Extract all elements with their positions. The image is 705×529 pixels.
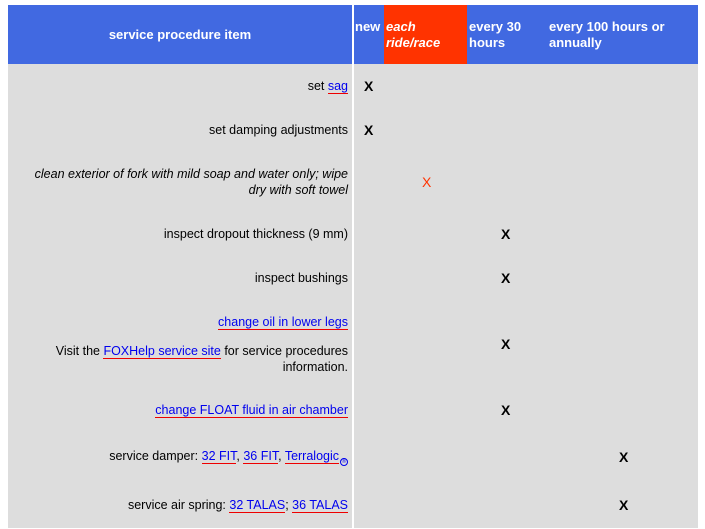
mark-every-30: X xyxy=(467,388,549,432)
mark-new xyxy=(352,256,384,300)
header-every-30-hours: every 30 hours xyxy=(467,5,549,64)
table-row xyxy=(8,256,698,300)
mark-every-100 xyxy=(549,388,698,432)
procedure-cell: change oil in lower legs Visit the FOXHelp service site for service procedures information. xyxy=(8,300,352,388)
36-talas-link[interactable]: 36 TALAS xyxy=(292,498,348,512)
terralogic-link[interactable]: Terralogic xyxy=(284,449,339,463)
procedure-text: set xyxy=(307,79,328,93)
service-schedule-table xyxy=(8,5,698,528)
procedure-cell: service air spring: 32 TALAS; 36 TALAS xyxy=(8,482,352,528)
mark-new: X xyxy=(352,108,384,152)
mark-every-30 xyxy=(467,108,549,152)
mark-each-ride xyxy=(384,388,467,432)
table-row xyxy=(8,388,698,432)
procedure-cell: service damper: 32 FIT, 36 FIT, Terralogic ® xyxy=(8,432,352,482)
mark-every-30: X xyxy=(467,212,549,256)
mark-each-ride xyxy=(384,482,467,528)
32-talas-link[interactable]: 32 TALAS xyxy=(229,498,286,512)
header-every-100-hours: every 100 hours or annually xyxy=(549,5,698,64)
mark-each-ride xyxy=(384,256,467,300)
mark-new xyxy=(352,212,384,256)
table-row xyxy=(8,108,698,152)
procedure-cell: clean exterior of fork with mild soap and water only; wipe dry with soft towel xyxy=(8,152,352,212)
table-row xyxy=(8,482,698,528)
mark-every-100: X xyxy=(549,482,698,528)
mark-each-ride xyxy=(384,108,467,152)
procedure-cell: inspect dropout thickness (9 mm) xyxy=(8,212,352,256)
mark-every-30: X xyxy=(467,300,549,388)
mark-every-100 xyxy=(549,212,698,256)
table-row xyxy=(8,64,698,108)
header-new: new xyxy=(352,5,384,64)
mark-each-ride xyxy=(384,432,467,482)
procedure-cell: set damping adjustments xyxy=(8,108,352,152)
mark-every-30: X xyxy=(467,256,549,300)
mark-every-30 xyxy=(467,482,549,528)
mark-new xyxy=(352,388,384,432)
32-fit-link[interactable]: 32 FIT xyxy=(201,449,237,463)
mark-new: X xyxy=(352,64,384,108)
procedure-cell xyxy=(8,64,352,108)
mark-new xyxy=(352,482,384,528)
change-float-fluid-link[interactable]: change FLOAT fluid in air chamber xyxy=(155,403,348,417)
mark-every-100 xyxy=(549,256,698,300)
table-row xyxy=(8,212,698,256)
foxhelp-service-site-link[interactable]: FOXHelp service site xyxy=(103,343,221,358)
header-procedure: service procedure item xyxy=(8,5,352,64)
mark-every-100 xyxy=(549,108,698,152)
change-oil-link[interactable]: change oil in lower legs xyxy=(218,314,348,329)
mark-every-100 xyxy=(549,64,698,108)
header-row xyxy=(8,5,698,64)
mark-every-100 xyxy=(549,300,698,388)
procedure-cell xyxy=(8,388,352,432)
table-row xyxy=(8,152,698,212)
mark-each-ride xyxy=(384,64,467,108)
mark-every-30 xyxy=(467,432,549,482)
header-each-ride: each ride/race xyxy=(384,5,467,64)
mark-each-ride xyxy=(384,300,467,388)
mark-each-ride: X xyxy=(384,152,467,212)
registered-icon: ® xyxy=(341,459,347,465)
table-row xyxy=(8,300,698,388)
procedure-cell: inspect bushings xyxy=(8,256,352,300)
mark-every-100: X xyxy=(549,432,698,482)
mark-new xyxy=(352,432,384,482)
mark-every-30 xyxy=(467,152,549,212)
mark-every-30 xyxy=(467,64,549,108)
table-row xyxy=(8,432,698,482)
36-fit-link[interactable]: 36 FIT xyxy=(243,449,279,463)
mark-each-ride xyxy=(384,212,467,256)
mark-new xyxy=(352,300,384,388)
sag-link[interactable]: sag xyxy=(327,79,348,93)
mark-every-100 xyxy=(549,152,698,212)
mark-new xyxy=(352,152,384,212)
